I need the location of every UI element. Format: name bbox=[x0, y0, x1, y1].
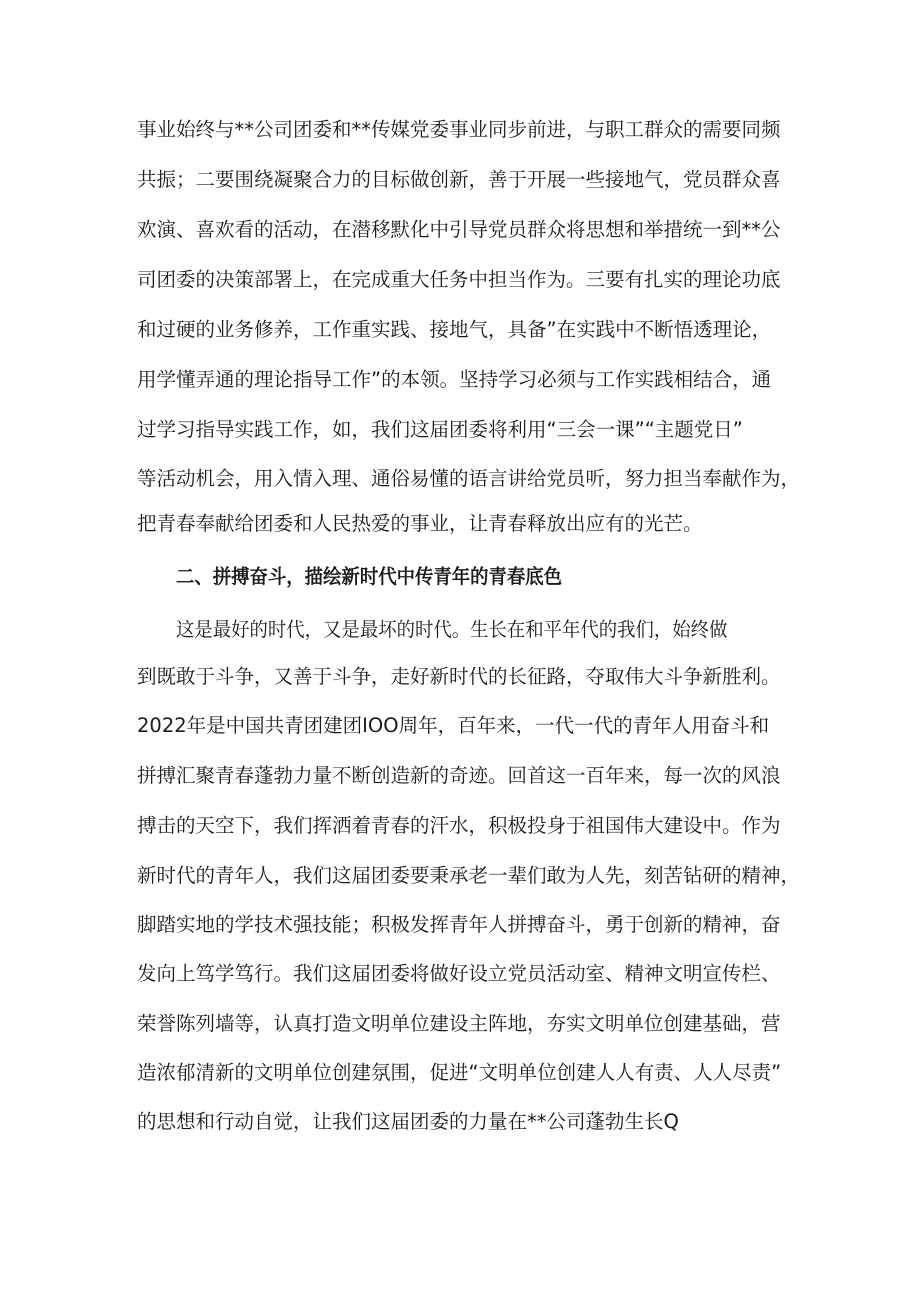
paragraph2-line: 2022年是中国共青团建团IOO周年，百年来，一代一代的青年人用奋斗和 bbox=[137, 714, 770, 737]
section-heading: 二、拼搏奋斗，描绘新时代中传青年的青春底色 bbox=[176, 565, 563, 588]
paragraph2-line: 造浓郁清新的文明单位创建氛围，促进“文明单位创建人人有责、人人尽责” bbox=[137, 1061, 782, 1084]
paragraph1-line: 把青春奉献给团委和人民热爱的事业，让青春释放出应有的光芒。 bbox=[137, 512, 703, 535]
paragraph2-line: 发向上笃学笃行。我们这届团委将做好设立党员活动室、精神文明宣传栏、 bbox=[137, 962, 781, 985]
paragraph2-line: 荣誉陈列墙等，认真打造文明单位建设主阵地，夯实文明单位创建基础，营 bbox=[137, 1012, 781, 1035]
paragraph2-line: 到既敢于斗争，又善于斗争，走好新时代的长征路，夺取伟大斗争新胜利。 bbox=[137, 665, 781, 688]
paragraph1-line: 等活动机会，用入情入理、通俗易懂的语言讲给党员听，努力担当奉献作为， bbox=[137, 467, 801, 490]
paragraph2-line: 这是最好的时代，又是最坏的时代。生长在和平年代的我们，始终做 bbox=[176, 618, 728, 641]
paragraph1-line: 过学习指导实践工作，如，我们这届团委将利用“三会一课”“主题党日” bbox=[137, 418, 743, 441]
paragraph2-line: 脚踏实地的学技术强技能；积极发挥青年人拼搏奋斗，勇于创新的精神，奋 bbox=[137, 913, 781, 936]
paragraph1-line: 用学懂弄通的理论指导工作”的本领。坚持学习必须与工作实践相结合，通 bbox=[137, 368, 772, 391]
paragraph2-line: 新时代的青年人，我们这届团委要秉承老一辈们敢为人先，刻苦钻研的精神， bbox=[137, 864, 801, 887]
paragraph1-line: 欢演、喜欢看的活动，在潜移默化中引导党员群众将思想和举措统一到**公 bbox=[137, 218, 781, 241]
paragraph1-line: 共振；二要围绕凝聚合力的目标做创新，善于开展一些接地气，党员群众喜 bbox=[137, 168, 781, 191]
paragraph2-line: 拼搏汇聚青春蓬勃力量不断创造新的奇迹。回首这一百年来，每一次的风浪 bbox=[137, 764, 781, 787]
paragraph1-line: 事业始终与**公司团委和**传媒党委事业同步前进，与职工群众的需要同频 bbox=[137, 118, 781, 141]
paragraph2-line: 的思想和行动自觉，让我们这届团委的力量在**公司蓬勃生长Q bbox=[137, 1110, 679, 1133]
paragraph1-line: 和过硬的业务修养，工作重实践、接地气，具备”在实践中不断悟透理论， bbox=[137, 318, 772, 341]
paragraph1-line: 司团委的决策部署上，在完成重大任务中担当作为。三要有扎实的理论功底 bbox=[137, 268, 781, 291]
paragraph2-line: 搏击的天空下，我们挥洒着青春的汗水，积极投身于祖国伟大建设中。作为 bbox=[137, 814, 781, 837]
